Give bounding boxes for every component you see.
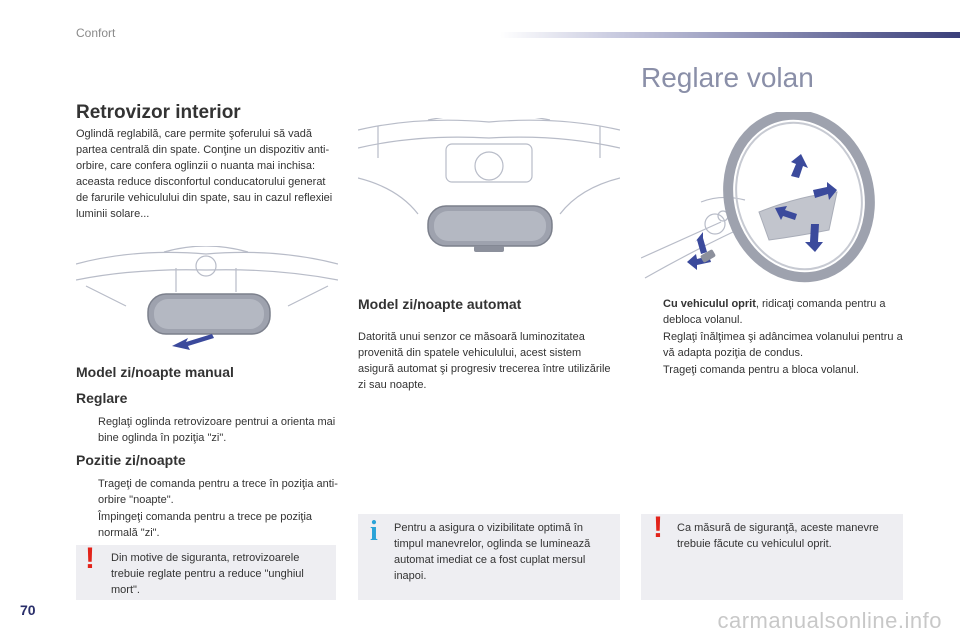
automatic-info-note — [358, 514, 620, 600]
list-item-text: Reglaţi oglinda retrovizoare pentrui a orienta mai bine oglinda în poziţia "zi". — [98, 416, 336, 444]
mirror-warning-note — [76, 542, 336, 600]
steering-instructions — [641, 296, 903, 379]
mirror-section-title: Retrovizor interior — [76, 102, 241, 123]
steering-wheel-illustration — [641, 112, 903, 290]
list-item — [641, 329, 903, 361]
list-item-text: Împingeţi comanda pentru a trece pe poziţia normală "zi". — [98, 511, 313, 539]
mirror-intro: Oglindă reglabilă, care permite şoferului să vadă partea centrală din spate. Conţine un dispozitiv anti-orbire, care confera oglinzii o nuanta mai inchisa: aceasta reduce disconfortul conducatorului generat de farurile vehiculului din spate, sau in cazul reflexiei luminii solare... — [76, 128, 333, 220]
manual-mirror-illustration — [76, 246, 338, 358]
list-item-text: Reglaţi înălţimea şi adâncimea volanului pentru a vă adapta poziţia de condus. — [663, 331, 903, 359]
section-header: Confort — [76, 26, 116, 40]
steering-warning-text: Ca măsură de siguranţă, aceste manevre trebuie făcute cu vehiculul oprit. — [677, 522, 879, 550]
reglare-list — [76, 414, 338, 447]
automatic-info-text: Pentru a asigura o vizibilitate optimă în timpul manevrelor, oglinda se luminează automat imediat ce a fost cuplat mersul inapoi. — [394, 522, 591, 582]
list-item-text: , ridicaţi comanda pentru a debloca volanul. — [663, 298, 886, 326]
warning-icon: ! — [85, 542, 95, 575]
list-item — [76, 509, 338, 541]
page-number: 70 — [20, 602, 36, 618]
warning-icon: ! — [653, 511, 663, 544]
info-icon: i — [370, 516, 378, 547]
list-item-text: Trageţi de comanda pentru a trece în poziţia anti-orbire "noapte". — [98, 478, 338, 506]
reglare-title: Reglare — [76, 390, 128, 406]
automatic-mirror-illustration — [358, 118, 620, 258]
list-item — [76, 414, 338, 446]
list-item-bold: Cu vehiculul oprit — [663, 298, 756, 310]
mirror-warning-text: Din motive de siguranta, retrovizoarele trebuie reglate pentru a reduce "unghiul mort". — [111, 552, 304, 596]
pozitie-list — [76, 476, 338, 542]
list-item — [641, 296, 903, 328]
automatic-model-title: Model zi/noapte automat — [358, 296, 522, 312]
list-item — [641, 362, 903, 378]
steering-warning-note — [641, 511, 903, 600]
list-item — [76, 476, 338, 508]
watermark-text: carmanualsonline.info — [717, 608, 942, 633]
page-title: Reglare volan — [641, 62, 814, 93]
pozitie-title: Pozitie zi/noapte — [76, 452, 186, 468]
automatic-text: Datorită unui senzor ce măsoară luminozitatea provenită din spatele vehiculului, acest sistem asigură automat şi progresiv trecerea între utilizările zi sau noapte. — [358, 331, 611, 391]
header-gradient-bar — [500, 32, 960, 38]
manual-model-title: Model zi/noapte manual — [76, 364, 234, 380]
list-item-text: Trageţi comanda pentru a bloca volanul. — [663, 364, 859, 376]
